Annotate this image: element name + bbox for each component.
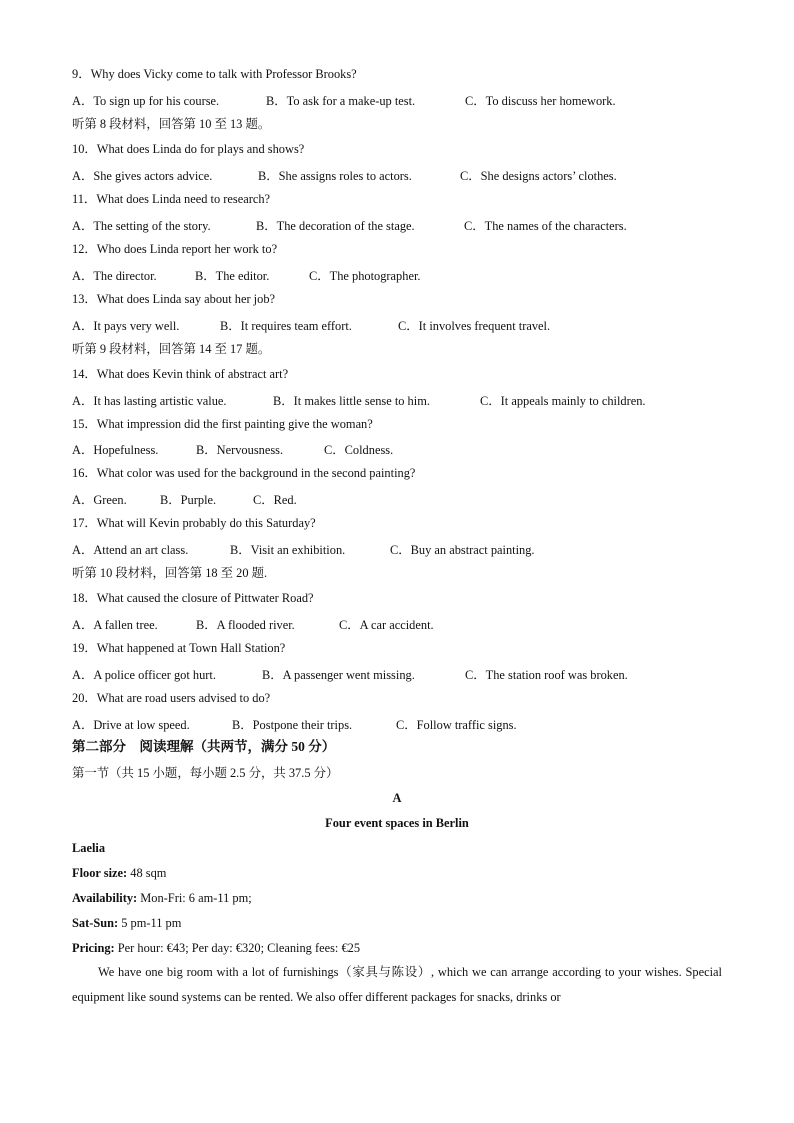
venue-description — [72, 960, 722, 1010]
sat-sun-line — [72, 915, 181, 931]
q18-option-a: A．A fallen tree. — [72, 618, 158, 632]
q11-option-c: C．The names of the characters. — [464, 219, 627, 233]
q11-option-b: B．The decoration of the stage. — [256, 219, 415, 233]
question-16: 16．What color was used for the background in the second painting? — [72, 466, 416, 480]
pricing-line — [72, 940, 360, 956]
q9-option-c: C．To discuss her homework. — [465, 94, 616, 108]
q17-option-b: B．Visit an exhibition. — [230, 543, 346, 557]
part-two-heading: 第二部分 阅读理解（共两节，满分 50 分） — [72, 739, 336, 754]
q18-option-b: B．A flooded river. — [196, 618, 295, 632]
question-9: 9．Why does Vicky come to talk with Professor Brooks? — [72, 67, 357, 81]
section-instruction-10: 听第 10 段材料，回答第 18 至 20 题. — [72, 566, 268, 580]
q15-option-c: C．Coldness. — [324, 443, 394, 457]
q13-option-a: A．It pays very well. — [72, 319, 180, 333]
question-11: 11．What does Linda need to research? — [72, 192, 271, 206]
section-one-heading: 第一节（共 15 小题，每小题 2.5 分，共 37.5 分） — [72, 766, 339, 780]
q14-option-c: C．It appeals mainly to children. — [480, 394, 646, 408]
sat-sun-label: Sat-Sun: — [72, 916, 119, 930]
q10-option-b: B．She assigns roles to actors. — [258, 169, 412, 183]
question-13: 13．What does Linda say about her job? — [72, 292, 276, 306]
q11-option-a: A．The setting of the story. — [72, 219, 211, 233]
q9-option-b: B．To ask for a make-up test. — [266, 94, 416, 108]
q12-option-c: C．The photographer. — [309, 269, 421, 283]
q19-option-a: A．A police officer got hurt. — [72, 668, 216, 682]
q18-option-c: C．A car accident. — [339, 618, 434, 632]
section-instruction-8: 听第 8 段材料，回答第 10 至 13 题。 — [72, 117, 271, 131]
q14-option-b: B．It makes little sense to him. — [273, 394, 430, 408]
floor-size-value: 48 sqm — [127, 866, 167, 880]
sat-sun-value: 5 pm-11 pm — [118, 916, 182, 930]
floor-size-label: Floor size: — [72, 866, 128, 880]
question-14: 14．What does Kevin think of abstract art? — [72, 367, 289, 381]
availability-line — [72, 890, 252, 906]
q19-option-b: B．A passenger went missing. — [262, 668, 415, 682]
q17-option-c: C．Buy an abstract painting. — [390, 543, 535, 557]
passage-title: Four event spaces in Berlin — [325, 816, 469, 830]
q13-option-c: C．It involves frequent travel. — [398, 319, 551, 333]
q12-option-b: B．The editor. — [195, 269, 270, 283]
q15-option-a: A．Hopefulness. — [72, 443, 159, 457]
q14-option-a: A．It has lasting artistic value. — [72, 394, 227, 408]
q13-option-b: B．It requires team effort. — [220, 319, 352, 333]
q16-option-b: B．Purple. — [160, 493, 217, 507]
pricing-label: Pricing: — [72, 941, 115, 955]
section-instruction-9: 听第 9 段材料，回答第 14 至 17 题。 — [72, 342, 271, 356]
q16-option-a: A．Green. — [72, 493, 127, 507]
venue-name: Laelia — [72, 841, 106, 855]
question-12: 12．Who does Linda report her work to? — [72, 242, 278, 256]
q10-option-a: A．She gives actors advice. — [72, 169, 213, 183]
floor-size-line — [72, 865, 166, 881]
q20-option-b: B．Postpone their trips. — [232, 718, 353, 732]
question-17: 17．What will Kevin probably do this Saturday? — [72, 516, 316, 530]
passage-letter: A — [392, 791, 402, 805]
q15-option-b: B．Nervousness. — [196, 443, 284, 457]
question-19: 19．What happened at Town Hall Station? — [72, 641, 286, 655]
availability-value: Mon-Fri: 6 am-11 pm; — [137, 891, 252, 905]
q17-option-a: A．Attend an art class. — [72, 543, 189, 557]
q20-option-a: A．Drive at low speed. — [72, 718, 190, 732]
availability-label: Availability: — [72, 891, 138, 905]
question-15: 15．What impression did the first painting give the woman? — [72, 417, 373, 431]
q10-option-c: C．She designs actors’ clothes. — [460, 169, 617, 183]
q9-option-a: A．To sign up for his course. — [72, 94, 220, 108]
pricing-value: Per hour: €43; Per day: €320; Cleaning fees: €25 — [114, 941, 361, 955]
q20-option-c: C．Follow traffic signs. — [396, 718, 517, 732]
q12-option-a: A．The director. — [72, 269, 157, 283]
venue-description-text: We have one big room with a lot of furnishings（家具与陈设）, which we can arrange according to your wishes. Special equipment like sound systems can be rented. We also offer different packages for snacks, drinks or — [72, 965, 722, 1004]
question-20: 20．What are road users advised to do? — [72, 691, 271, 705]
question-18: 18．What caused the closure of Pittwater Road? — [72, 591, 314, 605]
question-10: 10．What does Linda do for plays and shows? — [72, 142, 305, 156]
q16-option-c: C．Red. — [253, 493, 297, 507]
q19-option-c: C．The station roof was broken. — [465, 668, 628, 682]
